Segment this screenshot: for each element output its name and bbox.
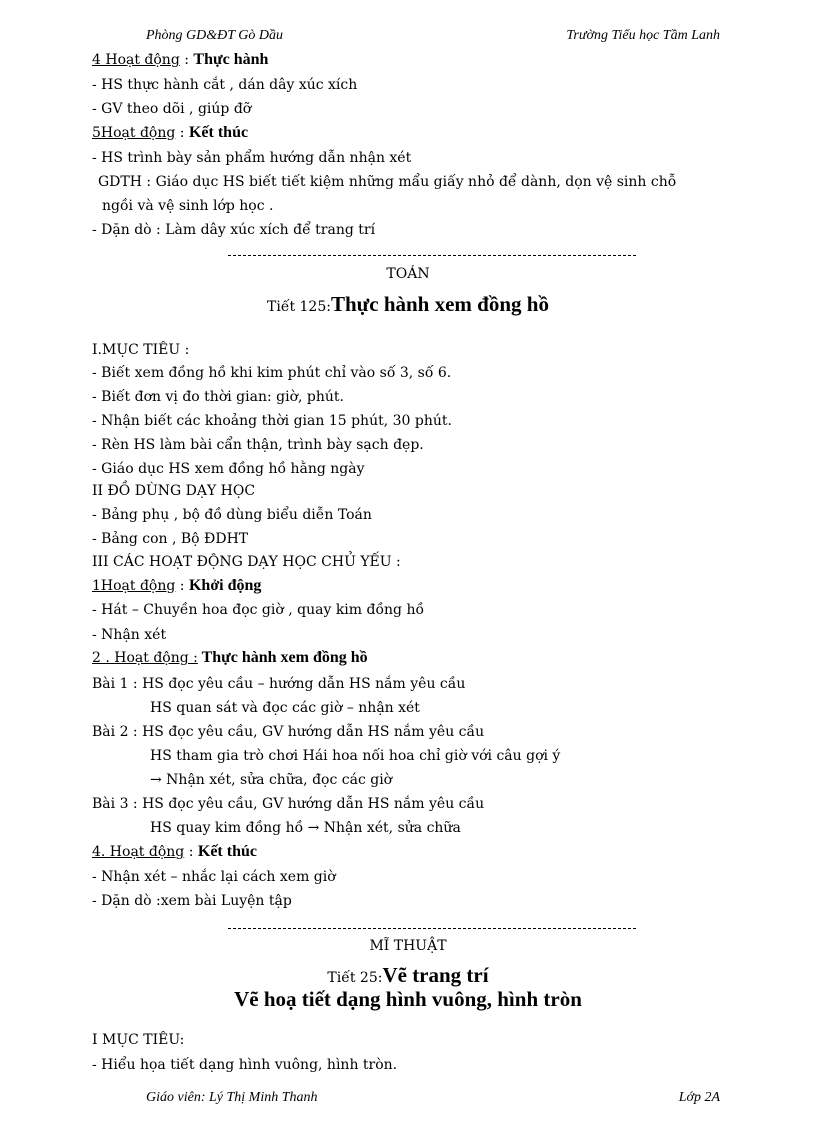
text-line: - Bảng phụ , bộ đồ dùng biểu diễn Toán xyxy=(92,507,372,523)
activity-title: Kết thúc xyxy=(188,124,249,141)
section-heading: III CÁC HOẠT ĐỘNG DẠY HỌC CHỦ YẾU : xyxy=(92,554,401,570)
text-line: - Giáo dục HS xem đồng hồ hằng ngày xyxy=(92,461,365,477)
activity-5-heading xyxy=(92,123,248,143)
text-line: - Nhận xét – nhắc lại cách xem giờ xyxy=(92,869,336,885)
art-lesson-heading xyxy=(0,963,816,988)
activity-4-heading xyxy=(92,842,257,862)
activity-label: 1Hoạt động xyxy=(92,578,176,594)
art-subject: MĨ THUẬT xyxy=(369,938,447,954)
text-line: HS quay kim đồng hồ → Nhận xét, sửa chữa xyxy=(150,820,461,836)
activity-colon: : xyxy=(175,578,189,594)
section-heading: II ĐỒ DÙNG DẠY HỌC xyxy=(92,483,256,499)
activity-title: Kết thúc xyxy=(197,843,257,860)
lesson-period: Tiết 25: xyxy=(327,970,383,986)
text-line: - Bảng con , Bộ ĐDHT xyxy=(92,531,249,547)
text-line: - Nhận biết các khoảng thời gian 15 phút, 30 phút. xyxy=(92,413,452,429)
exercise-line: Bài 2 : HS đọc yêu cầu, GV hướng dẫn HS nắm yêu cầu xyxy=(92,724,485,740)
text-line: → Nhận xét, sửa chữa, đọc các giờ xyxy=(150,772,393,788)
section-separator xyxy=(228,928,636,929)
activity-colon: : xyxy=(184,844,198,860)
section-heading: I MỤC TIÊU: xyxy=(92,1032,185,1048)
lesson-title: Thực hành xem đồng hồ xyxy=(330,292,549,316)
exercise-line: Bài 3 : HS đọc yêu cầu, GV hướng dẫn HS nắm yêu cầu xyxy=(92,796,485,812)
math-lesson-heading xyxy=(0,292,816,317)
activity-title: Thực hành xyxy=(193,51,269,68)
lesson-title: Vẽ trang trí xyxy=(382,963,489,987)
text-line: - HS trình bày sản phẩm hướng dẫn nhận xét xyxy=(92,150,412,166)
exercise-line: Bài 1 : HS đọc yêu cầu – hướng dẫn HS nắm yêu cầu xyxy=(92,676,466,692)
activity-2-heading xyxy=(92,648,368,668)
activity-label: 4. Hoạt động xyxy=(92,844,185,860)
text-line: GDTH : Giáo dục HS biết tiết kiệm những mẩu giấy nhỏ để dành, dọn vệ sinh chỗ xyxy=(98,174,677,190)
activity-4-heading xyxy=(92,50,268,70)
text-line: - Rèn HS làm bài cẩn thận, trình bày sạch đẹp. xyxy=(92,437,424,453)
activity-title: Thực hành xem đồng hồ xyxy=(197,649,368,666)
text-line: - Dặn dò : Làm dây xúc xích để trang trí xyxy=(92,222,376,238)
activity-colon: : xyxy=(179,52,194,68)
text-line: - Dặn dò :xem bài Luyện tập xyxy=(92,893,292,909)
text-line: HS tham gia trò chơi Hái hoa nối hoa chỉ giờ với câu gợi ý xyxy=(150,748,561,764)
text-line: ngồi và vệ sinh lớp học . xyxy=(102,198,274,214)
section-heading: I.MỤC TIÊU : xyxy=(92,342,190,358)
text-line: - Hiểu họa tiết dạng hình vuông, hình tròn. xyxy=(92,1057,398,1073)
activity-1-heading xyxy=(92,576,261,596)
text-line: - HS thực hành cắt , dán dây xúc xích xyxy=(92,77,358,93)
activity-title: Khởi động xyxy=(188,577,262,594)
activity-label: 2 . Hoạt động : xyxy=(92,650,198,666)
activity-label: 5Hoạt động xyxy=(92,125,176,141)
text-line: - Nhận xét xyxy=(92,627,167,643)
lesson-period: Tiết 125: xyxy=(267,299,331,315)
activity-label: 4 Hoạt động xyxy=(92,52,180,68)
art-lesson-subtitle: Vẽ hoạ tiết dạng hình vuông, hình tròn xyxy=(234,987,582,1011)
footer-teacher: Giáo viên: Lý Thị Minh Thanh xyxy=(146,1090,318,1105)
header-school-office: Phòng GD&ĐT Gò Dầu xyxy=(146,28,284,43)
math-subject: TOÁN xyxy=(386,266,430,282)
section-separator xyxy=(228,255,636,256)
header-school-name: Trường Tiểu học Tầm Lanh xyxy=(566,28,720,43)
text-line: HS quan sát và đọc các giờ – nhận xét xyxy=(150,700,420,716)
text-line: - Biết xem đồng hồ khi kim phút chỉ vào số 3, số 6. xyxy=(92,365,452,381)
text-line: - Biết đơn vị đo thời gian: giờ, phút. xyxy=(92,389,344,405)
text-line: - Hát – Chuyền hoa đọc giờ , quay kim đồng hồ xyxy=(92,602,425,618)
footer-class: Lớp 2A xyxy=(678,1090,720,1105)
text-line: - GV theo dõi , giúp đỡ xyxy=(92,101,252,117)
activity-colon: : xyxy=(175,125,189,141)
